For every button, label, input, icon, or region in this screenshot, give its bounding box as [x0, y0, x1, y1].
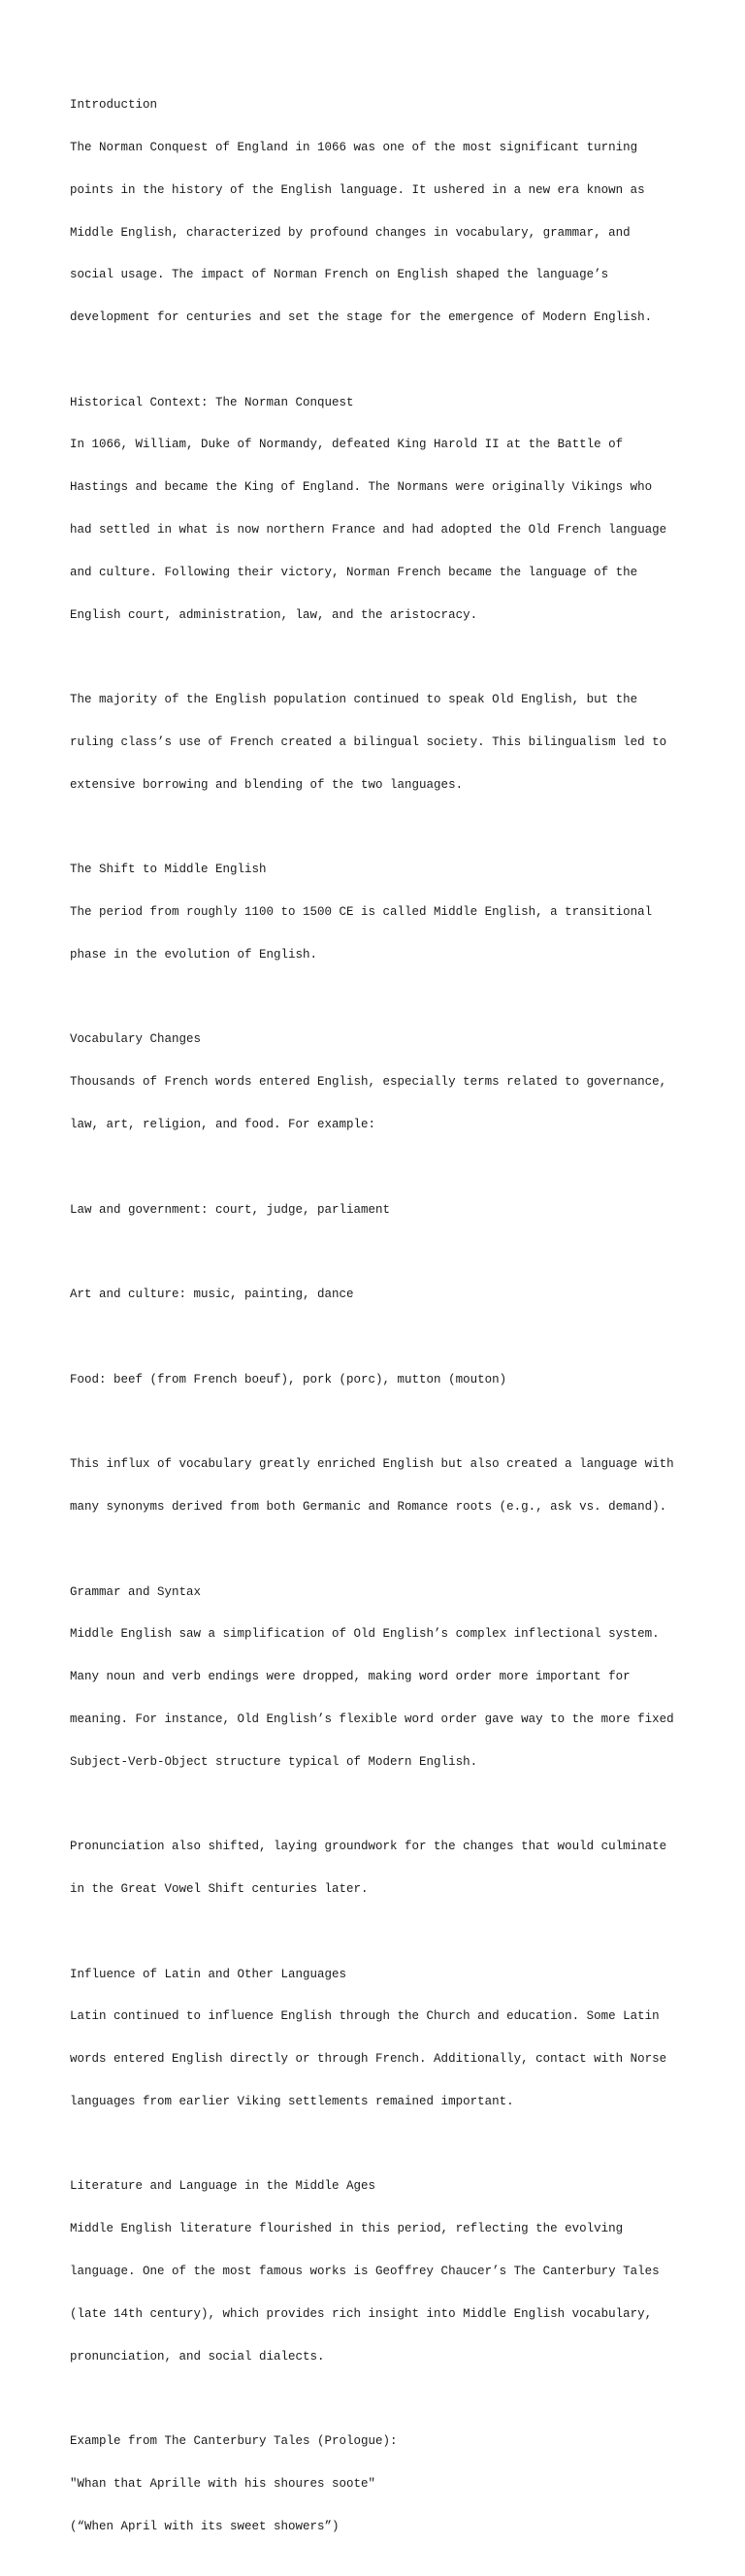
paragraph-grammar-syntax	[70, 1556, 691, 1797]
text-line: development for centuries and set the stage for the emergence of Modern English.	[70, 310, 653, 325]
translation-line: (“When April with its sweet showers”)	[70, 2519, 340, 2533]
document-page	[70, 70, 691, 2576]
text-line: social usage. The impact of Norman French on English shaped the language’s	[70, 268, 609, 282]
text-line: Law and government: court, judge, parliament	[70, 1202, 391, 1217]
section-heading-introduction: Introduction	[70, 98, 158, 113]
text-line: Many noun and verb endings were dropped, making word order more important for	[70, 1670, 631, 1684]
text-line: Subject-Verb-Object structure typical of Modern English.	[70, 1754, 478, 1769]
paragraph-vocabulary-influx	[70, 1429, 691, 1543]
text-line: Middle English saw a simplification of Old English’s complex inflectional system.	[70, 1627, 660, 1642]
text-line: phase in the evolution of English.	[70, 947, 318, 962]
section-heading-grammar-syntax: Grammar and Syntax	[70, 1584, 202, 1599]
text-line: Middle English, characterized by profound changes in vocabulary, grammar, and	[70, 225, 631, 240]
example-art-culture	[70, 1259, 691, 1330]
text-line: points in the history of the English language. It ushered in a new era known as	[70, 182, 645, 197]
text-line: The period from roughly 1100 to 1500 CE is called Middle English, a transitional	[70, 905, 653, 920]
section-heading-historical-context: Historical Context: The Norman Conquest	[70, 395, 354, 409]
paragraph-pronunciation	[70, 1811, 691, 1925]
text-line: This influx of vocabulary greatly enriched English but also created a language with	[70, 1457, 674, 1472]
paragraph-introduction	[70, 70, 691, 353]
paragraph-vocabulary-changes	[70, 1004, 691, 1160]
text-line: Example from The Canterbury Tales (Prologue):	[70, 2434, 398, 2449]
text-line: meaning. For instance, Old English’s flexible word order gave way to the more fixed	[70, 1712, 674, 1726]
text-line: Hastings and became the King of England. The Normans were originally Vikings who	[70, 480, 653, 495]
text-line: languages from earlier Viking settlements remained important.	[70, 2094, 514, 2108]
text-line: Art and culture: music, painting, dance	[70, 1288, 354, 1302]
section-heading-latin-influence: Influence of Latin and Other Languages	[70, 1967, 347, 1981]
text-line: pronunciation, and social dialects.	[70, 2349, 325, 2364]
text-line: extensive borrowing and blending of the two languages.	[70, 777, 464, 792]
example-food	[70, 1344, 691, 1415]
text-line: had settled in what is now northern France and had adopted the Old French language	[70, 523, 667, 537]
paragraph-bilingualism	[70, 665, 691, 821]
example-law-government	[70, 1174, 691, 1245]
text-line: Pronunciation also shifted, laying groundwork for the changes that would culminate	[70, 1840, 667, 1854]
text-line: English court, administration, law, and the aristocracy.	[70, 607, 478, 622]
text-line: words entered English directly or through French. Additionally, contact with Norse	[70, 2052, 667, 2067]
paragraph-literature	[70, 2151, 691, 2392]
text-line: in the Great Vowel Shift centuries later.	[70, 1882, 369, 1896]
text-line: In 1066, William, Duke of Normandy, defeated King Harold II at the Battle of	[70, 438, 624, 452]
section-heading-literature: Literature and Language in the Middle Ages	[70, 2179, 376, 2194]
section-heading-shift-middle-english: The Shift to Middle English	[70, 863, 267, 877]
text-line: law, art, religion, and food. For example:	[70, 1117, 376, 1131]
text-line: Middle English literature flourished in this period, reflecting the evolving	[70, 2222, 624, 2236]
text-line: ruling class’s use of French created a bilingual society. This bilingualism led to	[70, 734, 667, 749]
text-line: Food: beef (from French boeuf), pork (porc), mutton (mouton)	[70, 1372, 507, 1386]
text-line: and culture. Following their victory, Norman French became the language of the	[70, 565, 638, 579]
paragraph-latin-influence	[70, 1939, 691, 2136]
quote-line: "Whan that Aprille with his shoures soote"	[70, 2476, 376, 2491]
text-line: Latin continued to influence English through the Church and education. Some Latin	[70, 2009, 660, 2024]
text-line: The Norman Conquest of England in 1066 was one of the most significant turning	[70, 140, 638, 154]
section-heading-vocabulary-changes: Vocabulary Changes	[70, 1032, 202, 1047]
paragraph-historical-context	[70, 367, 691, 650]
text-line: (late 14th century), which provides rich insight into Middle English vocabulary,	[70, 2306, 653, 2321]
text-line: The majority of the English population continued to speak Old English, but the	[70, 693, 638, 707]
text-line: Thousands of French words entered English, especially terms related to governance,	[70, 1075, 667, 1090]
text-line: many synonyms derived from both Germanic and Romance roots (e.g., ask vs. demand).	[70, 1499, 667, 1514]
paragraph-canterbury-example	[70, 2406, 691, 2562]
text-line: language. One of the most famous works is Geoffrey Chaucer’s The Canterbury Tales	[70, 2265, 660, 2279]
paragraph-shift-middle-english	[70, 834, 691, 991]
